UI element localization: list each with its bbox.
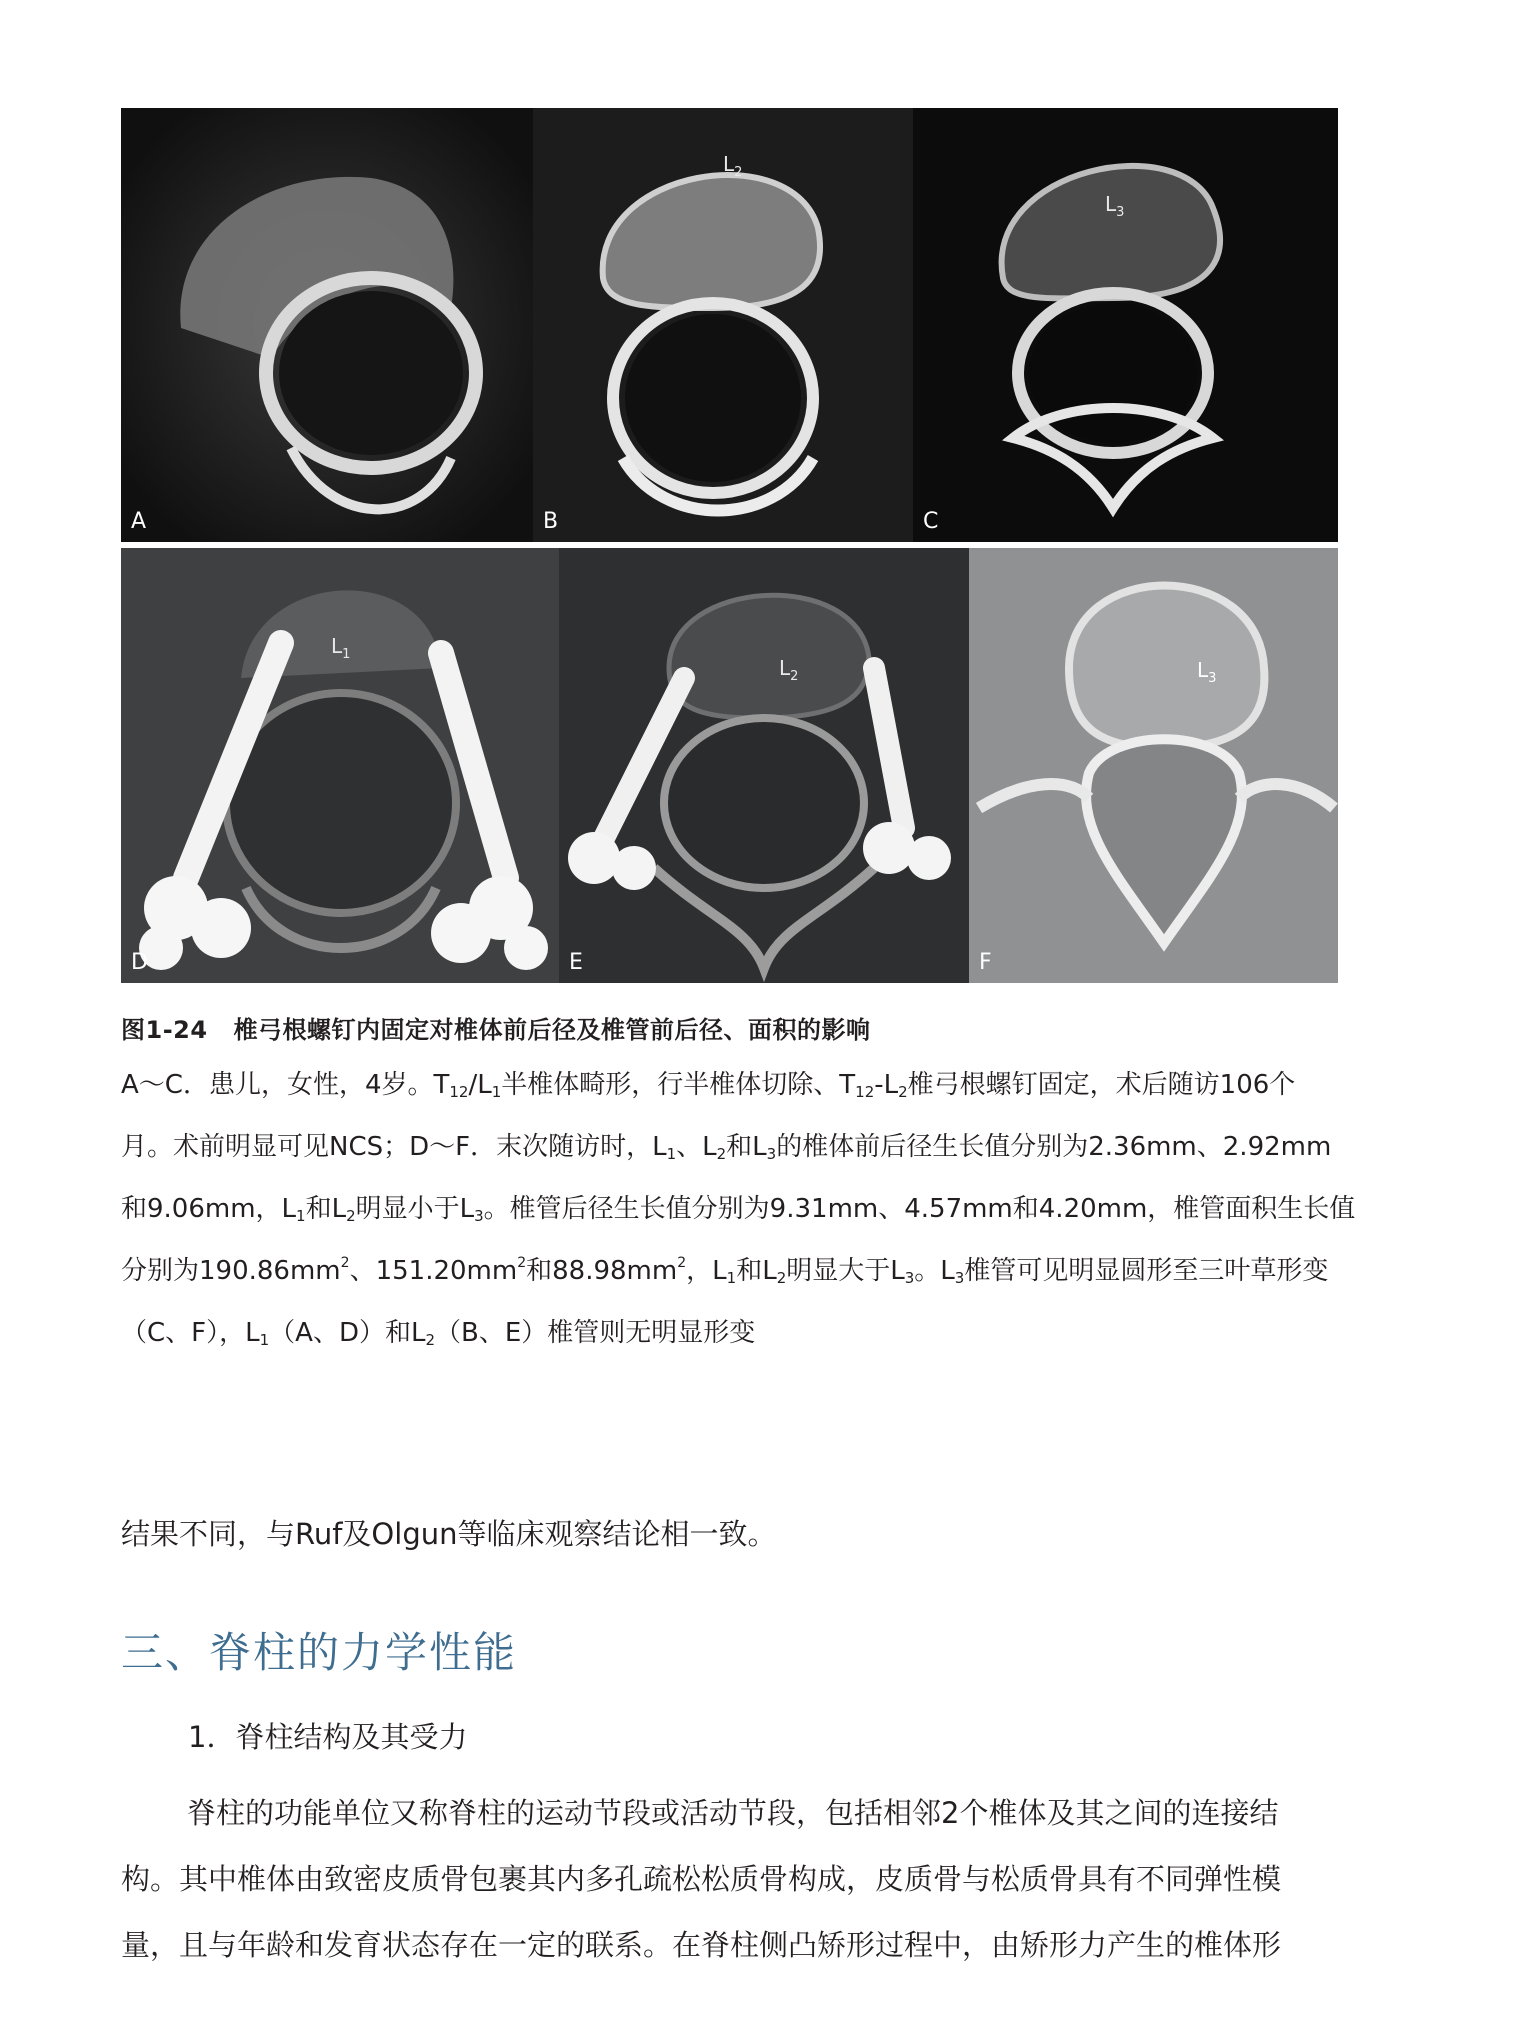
panel-letter-d: D	[131, 950, 148, 975]
panel-letter-e: E	[569, 950, 583, 975]
caption-line-3: 和9.06mm，$L_1$和$L_2$明显小于$L_3$。椎管后径生长值分别为9.31mm、4.57mm和4.20mm，椎管面积生长值	[121, 1194, 1356, 1225]
ct-image-a	[121, 108, 533, 542]
figure-title: 椎弓根螺钉内固定对椎体前后径及椎管前后径、面积的影响	[233, 1016, 871, 1044]
figure-caption-title	[121, 1010, 871, 1045]
caption-line-4: 分别为$190.86mm^2$、$151.20mm^2$和$88.98mm^2$，$L_1$和$L_2$明显大于$L_3$。$L_3$椎管可见明显圆形至三叶草形变	[121, 1255, 1329, 1287]
panel-letter-f: F	[979, 950, 992, 975]
panel-letter-a: A	[131, 509, 147, 534]
ct-image-e	[559, 548, 969, 983]
section-heading: 三、脊柱的力学性能	[121, 1628, 518, 1677]
figure-caption-body	[121, 1058, 1421, 1368]
caption-line-2: 月。术前明显可见NCS；D～F．末次随访时，$L_1$、$L_2$和$L_3$的椎体前后径生长值分别为2.36mm、2.92mm	[121, 1132, 1332, 1163]
ct-panel-e	[559, 548, 969, 983]
figure-1-24	[121, 108, 1338, 983]
vertebra-label-c: $L_3$	[1105, 192, 1125, 220]
paragraph-line-3: 量，且与年龄和发育状态存在一定的联系。在脊柱侧凸矫形过程中，由矫形力产生的椎体形	[121, 1928, 1282, 1962]
ct-panel-f	[969, 548, 1338, 983]
subsection-heading: 1．脊柱结构及其受力	[188, 1720, 468, 1754]
ct-panel-b	[533, 108, 913, 542]
ct-panel-d	[121, 548, 559, 983]
body-paragraph	[121, 1780, 1421, 1978]
figure-number: 图1-24	[121, 1016, 208, 1044]
panel-letter-c: C	[923, 509, 939, 534]
vertebra-label-b: $L_2$	[723, 152, 743, 180]
paragraph-line-2: 构。其中椎体由致密皮质骨包裹其内多孔疏松松质骨构成，皮质骨与松质骨具有不同弹性模	[121, 1862, 1282, 1896]
vertebra-label-f: $L_3$	[1197, 658, 1217, 686]
ct-panel-a	[121, 108, 533, 542]
ct-image-c	[913, 108, 1338, 542]
vertebra-label-d: $L_1$	[331, 634, 351, 662]
paragraph-line-1: 脊柱的功能单位又称脊柱的运动节段或活动节段，包括相邻2个椎体及其之间的连接结	[187, 1796, 1279, 1830]
caption-line-1: A～C．患儿，女性，4岁。$T_{12}/L_1$半椎体畸形，行半椎体切除、$T_{12}-L_2$椎弓根螺钉固定，术后随访106个	[121, 1070, 1296, 1101]
caption-line-5: （C、F），$L_1(A$、D）和$L_2(B$、E）椎管则无明显形变	[121, 1318, 756, 1349]
panel-letter-b: B	[543, 509, 559, 534]
ct-panel-c	[913, 108, 1338, 542]
ct-image-f	[969, 548, 1338, 983]
vertebra-label-e: $L_2$	[779, 656, 799, 684]
ct-image-d	[121, 548, 559, 983]
body-paragraph-continued: 结果不同，与Ruf及Olgun等临床观察结论相一致。	[121, 1517, 777, 1551]
